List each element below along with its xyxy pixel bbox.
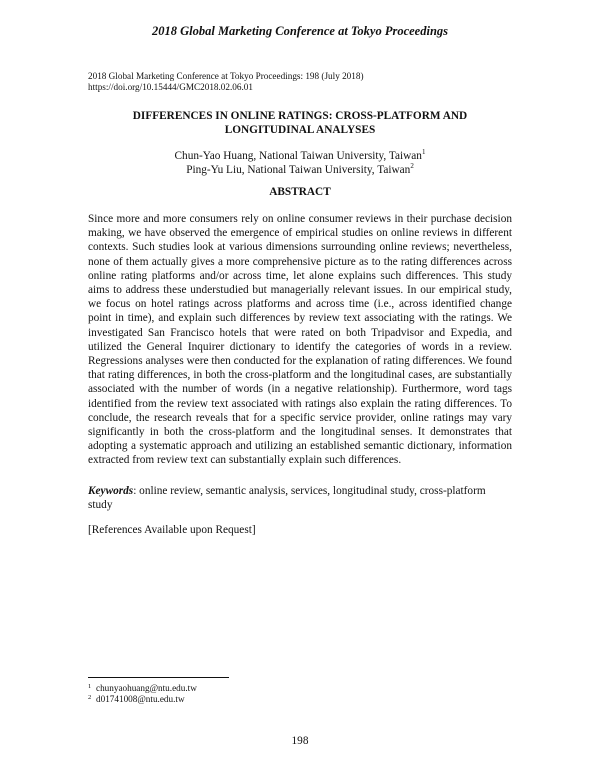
abstract-heading: ABSTRACT [269,186,331,198]
doi-link[interactable]: https://doi.org/10.15444/GMC2018.02.06.01 [88,82,253,92]
keywords-paragraph [88,484,512,512]
citation-block [88,71,364,93]
abstract-body: Since more and more consumers rely on online consumer reviews in their purchase decision making, we have observed the emergence of empirical studies on online reviews in different contexts. Such studies look at various dimensions surrounding online reviews; nevertheless, none of them actually gives a more comprehensive picture as to the rating differences across online rating platforms and/or across time, let alone explains such differences. This study aims to address these understudied but managerially relevant issues. In our empirical study, we focus on hotel ratings across platforms and across time (i.e., across identified change point in time), and explain such differences by review text associating with the ratings. We investigated San Francisco hotels that were rated on both Tripadvisor and Expedia, and utilized the General Inquirer dictionary to identify the categories of words in a review. Regressions analyses were then conducted for the explanation of rating differences. We found that rating differences, in both the cross-platform and the longitudinal cases, are substantially associated with the number of words (in a negative relationship). Furthermore, word tags identified from the review text associated with ratings also explain the rating differences. To conclude, the research reveals that for a specific service provider, online ratings may vary significantly in both the cross-platform and the longitudinal senses. It demonstrates that adopting a systematic approach and utilizing an established semantic dictionary, information extracted from review text can substantially explain such differences. [88,213,512,467]
author-1 [60,149,540,163]
author-2-name: Ping-Yu Liu, National Taiwan University, Taiwan [186,164,411,176]
references-note: [References Available upon Request] [88,524,256,536]
footnote-2 [88,694,197,705]
keywords-label: Keywords [88,485,134,497]
footnote-2-email[interactable]: d01741008@ntu.edu.tw [96,694,185,704]
title-line-2: LONGITUDINAL ANALYSES [224,124,376,136]
footnote-1-mark: 1 [88,683,92,690]
title-line-1: DIFFERENCES IN ONLINE RATINGS: CROSS-PLATFORM AND [132,110,468,122]
page-number: 198 [291,735,309,747]
footnote-1 [88,683,197,694]
author-list [60,149,540,177]
running-head: 2018 Global Marketing Conference at Tokyo Proceedings [151,24,449,38]
footnotes [88,683,197,705]
author-1-footnote-mark: 1 [421,148,426,156]
author-2 [60,163,540,177]
paper-title [60,109,540,137]
keywords-text: : online review, semantic analysis, services, longitudinal study, cross-platform study [88,485,486,512]
footnote-1-email[interactable]: chunyaohuang@ntu.edu.tw [96,683,197,693]
author-1-name: Chun-Yao Huang, National Taiwan University, Taiwan [174,150,422,162]
footnote-2-mark: 2 [88,694,92,701]
footnote-divider [88,677,229,678]
citation-line: 2018 Global Marketing Conference at Tokyo Proceedings: 198 (July 2018) [88,71,364,81]
author-2-footnote-mark: 2 [410,162,414,170]
